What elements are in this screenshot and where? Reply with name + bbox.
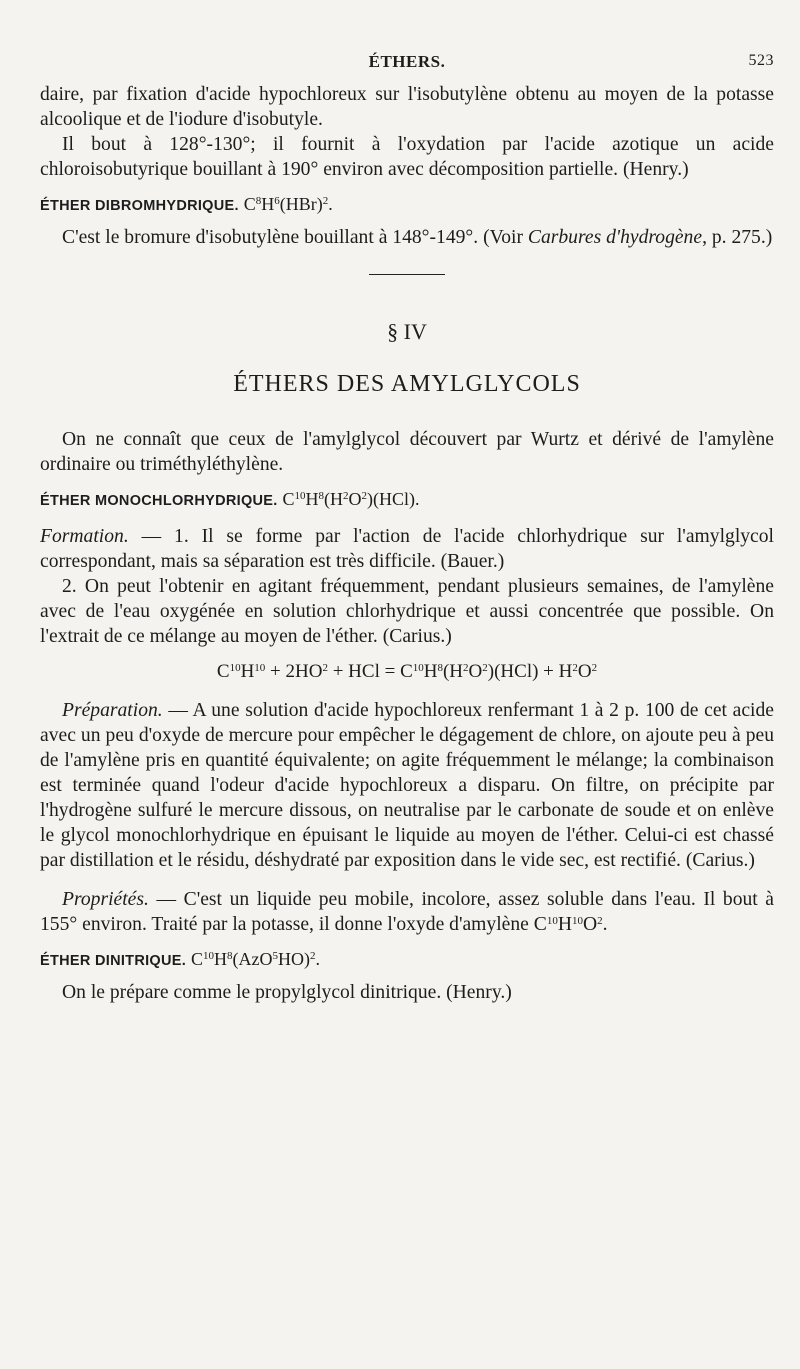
paragraph-preparation: Préparation. — A une solution d'acide hypochloreux renfermant 1 à 2 p. 100 de cet acide avec un peu d'oxyde de mercure pour empêcher le dégagement de chlore, on ajoute peu à peu de l'amylène pris en quantité équivalente; on agite fréquemment le mélange; la combinaison est terminée quand l'odeur d'acide hypochloreux a disparu. On filtre, on précipite par l'hydrogène sulfuré le mercure dissous, on neutralise par le carbonate de soude et on enlève le glycol monochlorhydrique en épuisant le liquide au moyen de l'éther. Celui-ci est chassé par distillation et le résidu, déshydraté par exposition dans le vide sec, est rectifié. (Carius.)	[40, 700, 774, 871]
paragraph-intro: On ne connaît que ceux de l'amylglycol découvert par Wurtz et dérivé de l'amylène ordinaire ou triméthyléthylène.	[40, 429, 774, 475]
cross-reference: Carbures d'hydrogène	[527, 227, 703, 248]
chemical-equation: $C^{10}H^{10} + 2HO^2$ + HCl = $C^{10}H^8(H^2O^2)(HCl) + H^2O^2$	[216, 661, 598, 682]
compound-formula: $C^{10}H^8(AzO^5HO)^2$.	[191, 949, 320, 969]
heading-ether-dibromhydrique	[40, 192, 774, 219]
compound-name: ÉTHER DINITRIQUE.	[40, 953, 187, 969]
paragraph-boiling-point: Il bout à 128°-130°; il fournit à l'oxydation par l'acide azotique un acide chloroisobutyrique bouillant à 190° environ avec décomposition partielle. (Henry.)	[40, 134, 774, 180]
compound-formula: $C^{10}H^8(H^2O^2)(HCl)$.	[282, 489, 420, 509]
running-title: ÉTHERS.	[368, 52, 446, 71]
amylene-oxide-formula: $C^{10}H^{10}O^2$.	[533, 914, 608, 935]
running-head	[40, 52, 774, 78]
heading-ether-dinitrique	[40, 947, 774, 974]
paragraph-proprietes: Propriétés. — C'est un liquide peu mobile, incolore, assez soluble dans l'eau. Il bout à 155° environ. Traité par la potasse, il donne l'oxyde d'amylène $C^{10}H^{10}O^2$.	[40, 889, 774, 935]
heading-ether-monochlorhydrique	[40, 487, 774, 514]
paragraph-formation-2: 2. On peut l'obtenir en agitant fréquemment, pendant plusieurs semaines, de l'amylène avec de l'eau oxygénée en solution chlorhydrique et aussi concentrée que possible. On l'extrait de ce mélange au moyen de l'éther. (Carius.)	[40, 576, 774, 647]
paragraph-dinitrique: On le prépare comme le propylglycol dinitrique. (Henry.)	[62, 982, 512, 1003]
formation-label: Formation.	[40, 526, 129, 547]
compound-name: ÉTHER DIBROMHYDRIQUE.	[40, 198, 239, 214]
paragraph-dibromhydrique: C'est le bromure d'isobutylène bouillant à 148°-149°. (Voir Carbures d'hydrogène, p. 275.)	[62, 227, 773, 248]
paragraph-formation-1: Formation. — 1. Il se forme par l'action de l'acide chlorhydrique sur l'amylglycol correspondant, mais sa séparation est très difficile. (Bauer.)	[40, 526, 774, 572]
paragraph-continuation: daire, par fixation d'acide hypochloreux sur l'isobutylène obtenu au moyen de la potasse alcoolique et de l'iodure d'isobutyle.	[40, 84, 774, 130]
preparation-label: Préparation.	[62, 700, 163, 721]
section-title: ÉTHERS DES AMYLGLYCOLS	[233, 371, 581, 397]
proprietes-label: Propriétés.	[62, 889, 149, 910]
page-body	[40, 82, 774, 1005]
page-number: 523	[748, 52, 774, 69]
section-number: § IV	[387, 319, 427, 344]
compound-formula: $C^8H^6(HBr)^2$.	[243, 194, 333, 214]
compound-name: ÉTHER MONOCHLORHYDRIQUE.	[40, 493, 278, 509]
